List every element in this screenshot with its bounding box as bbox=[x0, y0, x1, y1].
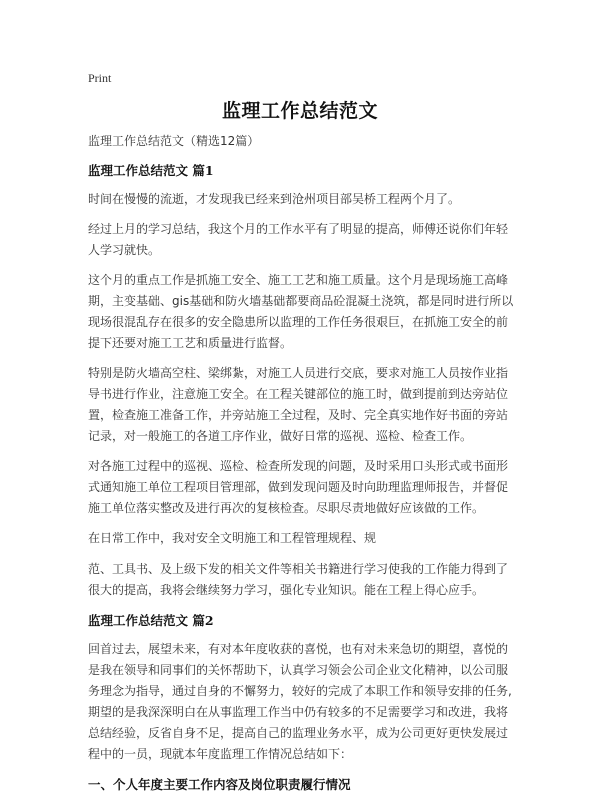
print-link[interactable]: Print bbox=[88, 71, 112, 85]
section-heading-3: 一、个人年度主要工作内容及岗位职责履行情况 bbox=[88, 777, 351, 792]
document-subtitle: 监理工作总结范文（精选12篇） bbox=[88, 134, 260, 148]
page-title: 监理工作总结范文 bbox=[221, 100, 378, 122]
paragraph: 在日常工作中，我对安全文明施工和工程管理规程、规 bbox=[88, 531, 377, 545]
paragraph: 特别是防火墙高空柱、梁绑紮，对施工人员进行交底，要求对施工人员按作业指导书进行作业，注意施工安全。在工程关键部位的施工时，做到提前到达旁站位置，检查施工准备工作，并旁站施工全过程，及时、完全真实地作好书面的旁站记录，对一般施工的各道工序作业，做好日常的巡视、巡检、检查工作。 bbox=[88, 366, 509, 443]
paragraph: 回首过去，展望未来，有对本年度收获的喜悦，也有对未来急切的期望，喜悦的是我在领导和同事们的关怀帮助下，认真学习领会公司企业文化精神，以公司服务理念为指导，通过自身的不懈努力，较好的完成了本职工作和领导安排的任务,期望的是我深深明白在从事监理工作当中仍有较多的不足需要学习和改进，我将总结经验，反省自身不足，提高自己的监理业务水平，成为公司更好更快发展过程中的一员，现就本年度监理工作情况总结如下： bbox=[88, 642, 512, 761]
section-heading-2: 监理工作总结范文 篇2 bbox=[88, 613, 214, 628]
paragraph: 对各施工过程中的巡视、巡检、检查所发现的问题，及时采用口头形式或书面形式通知施工单位工程项目管理部，做到发现问题及时向助理监理师报告，并督促施工单位落实整改及进行再次的复核检查。尽职尽责地做好应该做的工作。 bbox=[88, 459, 509, 515]
paragraph: 经过上月的学习总结，我这个月的工作水平有了明显的提高，师傅还说你们年轻人学习就快。 bbox=[88, 222, 509, 257]
paragraph: 范、工具书、及上级下发的相关文件等相关书籍进行学习使我的工作能力得到了很大的提高，我将会继续努力学习，强化专业知识。能在工程上得心应手。 bbox=[88, 562, 509, 597]
section-heading-1: 监理工作总结范文 篇1 bbox=[88, 163, 214, 178]
paragraph: 时间在慢慢的流逝，才发现我已经来到沧州项目部吴桥工程两个月了。 bbox=[88, 192, 461, 206]
document-body bbox=[88, 131, 518, 803]
paragraph: 这个月的重点工作是抓施工安全、施工工艺和施工质量。这个月是现场施工高峰期，主变基础、gis基础和防火墙基础都要商品砼混凝土浇筑，都是同时进行所以现场很混乱存在很多的安全隐患所以监理的工作任务很艰巨，在抓施工安全的前提下还要对施工工艺和质量进行监督。 bbox=[88, 273, 514, 350]
